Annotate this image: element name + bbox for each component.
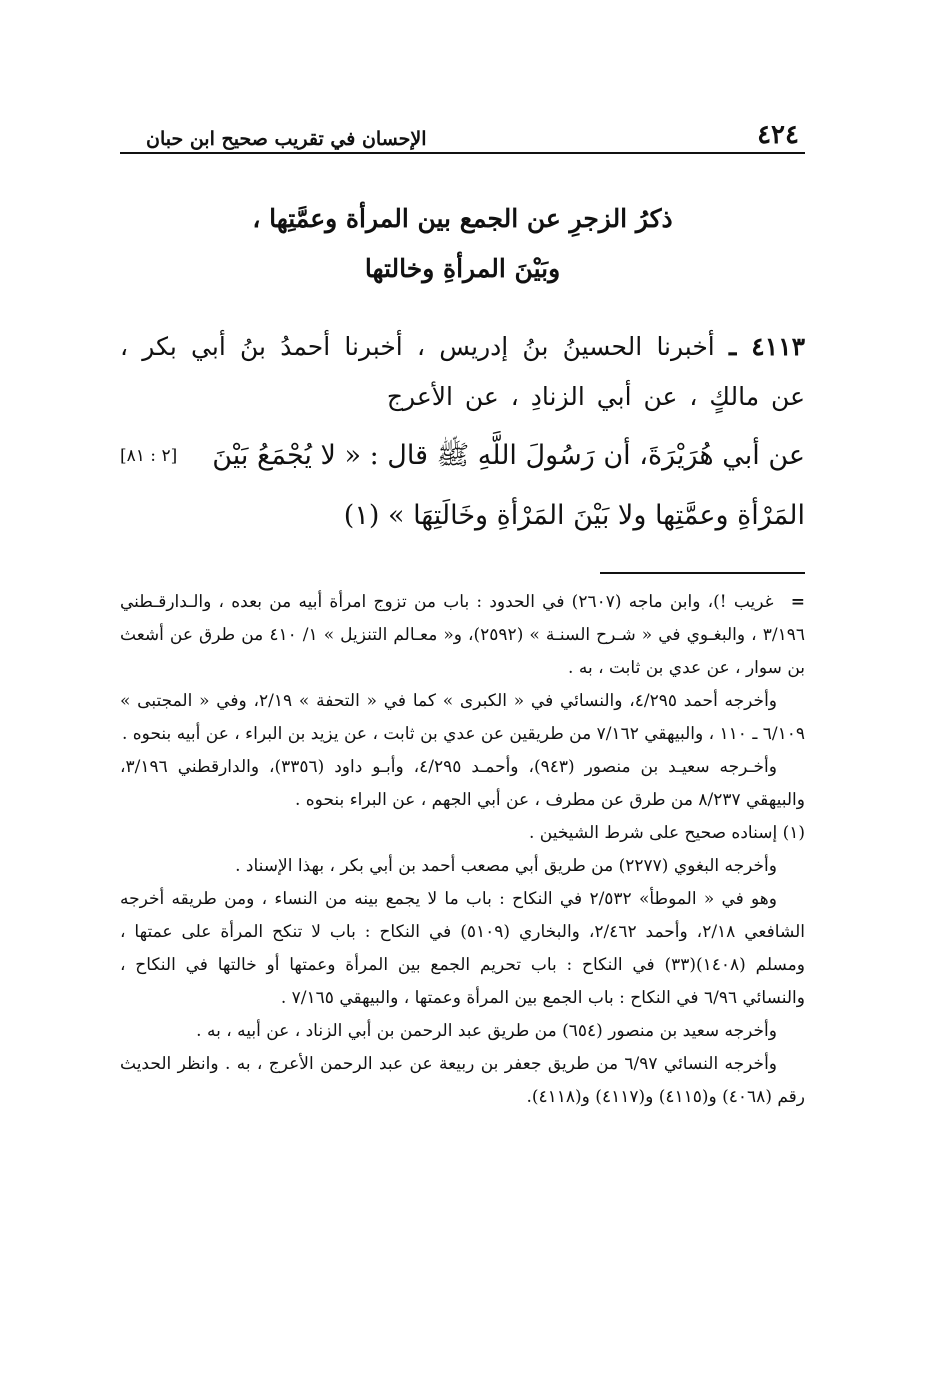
- footnote-continuation: [120, 586, 805, 685]
- hadith-reference: [٢ : ٨١]: [120, 446, 178, 466]
- book-title: الإحسان في تقريب صحيح ابن حبان: [146, 128, 427, 150]
- footnote-paragraph: وأخـرجه سعيـد بن منصور (٩٤٣)، وأحمـد ٤/٢٩٥، وأبـو داود (٣٣٥٦)، والدارقطني ٣/١٩٦، والبيهقي ٨/٢٣٧ من طرق عن مطرف ، عن أبي الجهم ، عن البراء بنحوه .: [120, 757, 805, 810]
- hadith-matn: [120, 426, 805, 546]
- chapter-title-line1: ذكرُ الزجرِ عن الجمع بين المرأة وعمَّتِها ،: [252, 204, 673, 233]
- hadith-isnad: [120, 322, 805, 422]
- footnote-paragraph: وأخرجه النسائي ٦/٩٧ من طريق جعفر بن ربيعة عن عبد الرحمن الأعرج ، به . وانظر الحديث رقم (٤٠٦٨) و(٤١١٥) و(٤١١٧) و(٤١١٨).: [120, 1054, 805, 1107]
- footnote-paragraph: وأخرجه أحمد ٤/٢٩٥، والنسائي في « الكبرى » كما في « التحفة » ٢/١٩، وفي « المجتبى » ٦/١٠٩ ـ ١١٠ ، والبيهقي ٧/١٦٢ من طريقين عن عدي بن ثابت ، عن يزيد بن البراء ، عن أبيه بنحوه .: [120, 691, 805, 744]
- chapter-title: [120, 194, 805, 294]
- footnote-paragraph: وأخرجه سعيد بن منصور (٦٥٤) من طريق عبد الرحمن بن أبي الزناد ، عن أبيه ، به .: [196, 1021, 777, 1041]
- footnote-1-marker: (١): [782, 823, 805, 843]
- footnote-divider: [600, 572, 805, 574]
- footnote-paragraph: وأخرجه البغوي (٢٢٧٧) من طريق أبي مصعب أحمد بن أبي بكر ، بهذا الإسناد .: [235, 856, 777, 876]
- footnote-paragraph: وهو في « الموطأ» ٢/٥٣٢ في النكاح : باب ما لا يجمع بينه من النساء ، ومن طريقه أخرجه الشافعي ٢/١٨، وأحمد ٢/٤٦٢، والبخاري (٥١٠٩) في النكاح : باب لا تنكح المرأة على عمتها ، ومسلم (١٤٠٨)(٣٣) في النكاح : باب تحريم الجمع بين المرأة وعمتها أو خالتها في النكاح ، والنسائي ٦/٩٦ في النكاح : باب الجمع بين المرأة وعمتها ، والبيهقي ٧/١٦٥ .: [120, 889, 806, 1008]
- page-number: ٤٢٤: [757, 120, 799, 150]
- page: [120, 100, 805, 1114]
- continuation-marker: =: [790, 592, 806, 612]
- footnote-1-text: إسناده صحيح على شرط الشيخين .: [528, 823, 778, 843]
- running-header: [120, 100, 805, 154]
- hadith-number: ٤١١٣ ـ: [728, 332, 806, 361]
- footnotes: [120, 586, 805, 1114]
- continuation-text: غريب !)، وابن ماجه (٢٦٠٧) في الحدود : باب من تزوج امرأة أبيه من بعده ، والـدارقـطني ٣/١٩٦ ، والبغـوي في « شـرح السنـة » (٢٥٩٢)، و« معـالم التنزيل » ١/ ٤١٠ من طرق عن أشعث بن سوار ، عن عدي بن ثابت ، به .: [120, 592, 805, 678]
- footnote-1: [120, 817, 805, 850]
- chapter-title-line2: وبَيْنَ المرأةِ وخالتها: [364, 254, 561, 283]
- isnad-text: أخبرنا الحسينُ بنُ إدريس ، أخبرنا أحمدُ بنُ أبي بكر ، عن مالكٍ ، عن أبي الزنادِ ، عن الأعرج: [120, 332, 805, 411]
- matn-text: عن أبي هُرَيْرَةَ، أن رَسُولَ اللَّهِ ﷺ قال : « لا يُجْمَعُ بَيْنَ المَرْأةِ وعمَّتِها ولا بَيْنَ المَرْأةِ وخَالَتِهَا » (١): [212, 440, 805, 531]
